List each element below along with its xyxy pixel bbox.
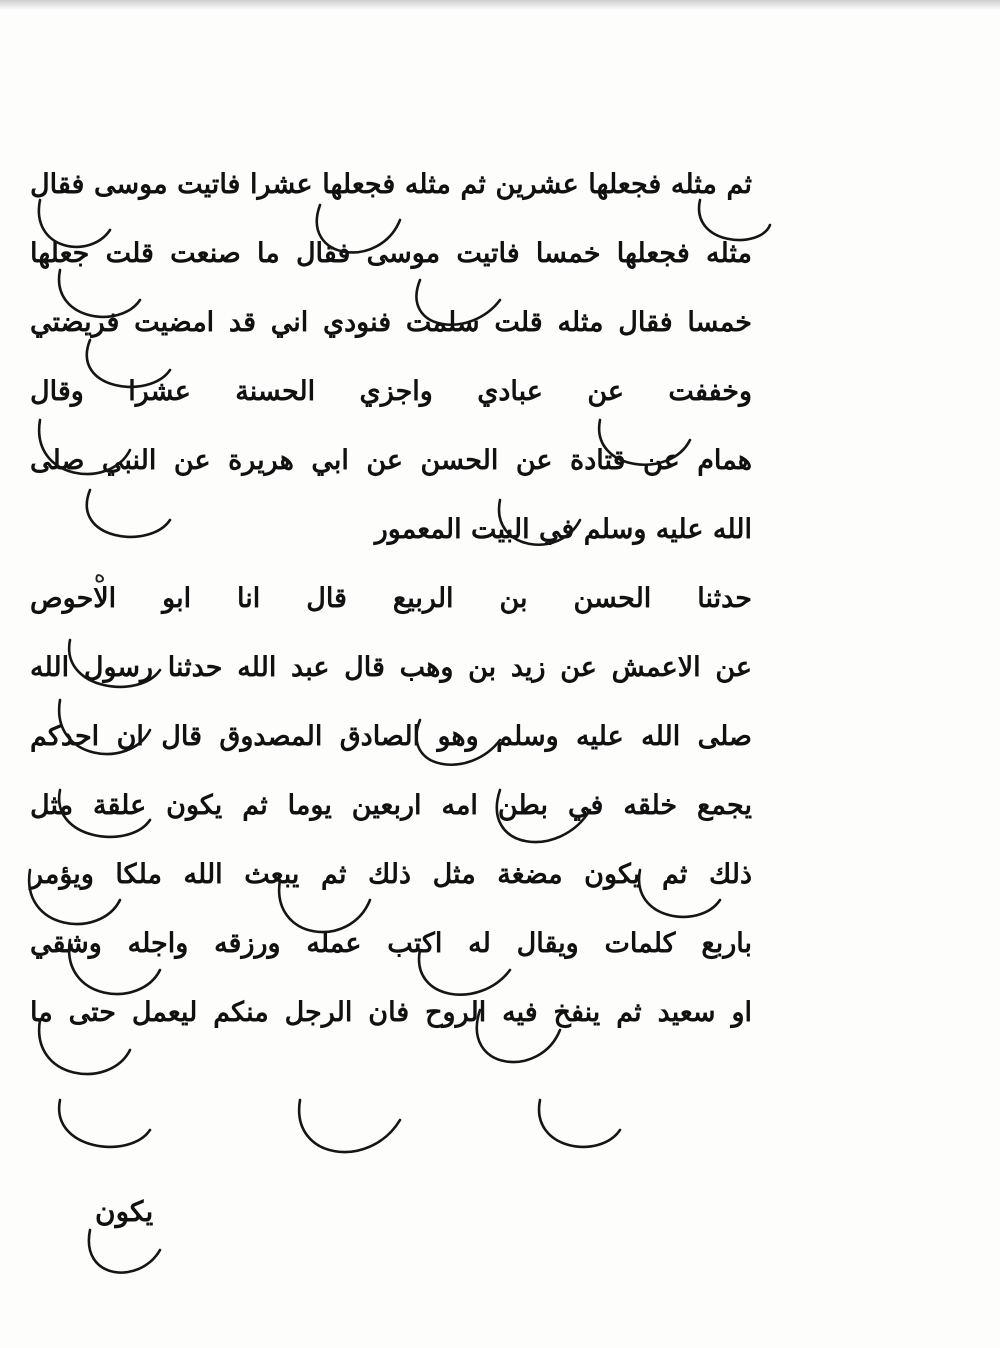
manuscript-line: ثم مثله فجعلها عشرين ثم مثله فجعلها عشرا فاتيت موسى فقال [30,169,752,200]
manuscript-line: عن الاعمش عن زيد بن وهب قال عبد الله حدثنا رسول الله [30,652,752,683]
manuscript-line: مثله فجعلها خمسا فاتيت موسى فقال ما صنعت قلت جعلها [30,238,752,269]
manuscript-line: باربع كلمات ويقال له اكتب عمله ورزقه واجله وشقي [30,928,752,959]
manuscript-text-block [30,150,770,1047]
page-edge-shadow [0,0,1000,10]
manuscript-line: حدثنا الحسن بن الربيع قال انا ابو الاحوص [30,583,752,614]
manuscript-line: الله عليه وسلم في البيت المعمور [374,514,752,545]
manuscript-line: او سعيد ثم ينفخ فيه الروح فان الرجل منكم ليعمل حتى ما [30,997,752,1028]
manuscript-line: خمسا فقال مثله قلت سلمت فنودي اني قد امضيت فريضتي [30,307,752,338]
section-mark: ه [94,563,106,588]
manuscript-line: وخففت عن عبادي واجزي الحسنة عشرا وقال [30,376,752,407]
manuscript-line: همام عن قتادة عن الحسن عن ابي هريرة عن النبي صلى [30,445,752,476]
catchword: يكون [95,1195,154,1228]
manuscript-line: صلى الله عليه وسلم وهو الصادق المصدوق قال ان احدكم [30,721,752,752]
manuscript-line: يجمع خلقه في بطن امه اربعين يوما ثم يكون علقة مثل [30,790,752,821]
manuscript-line: ذلك ثم يكون مضغة مثل ذلك ثم يبعث الله ملكا ويؤمر [30,859,752,890]
